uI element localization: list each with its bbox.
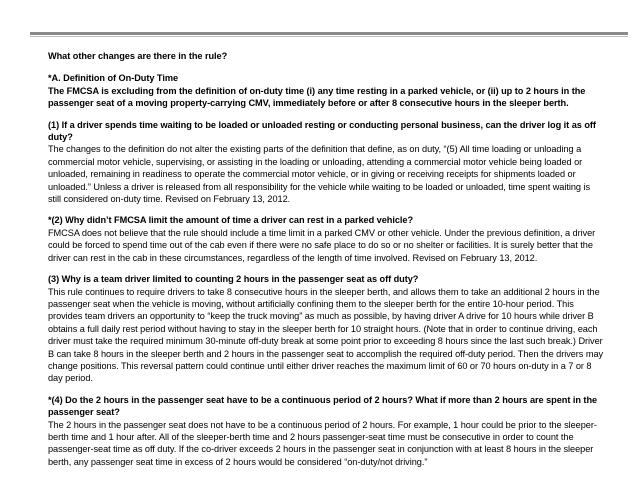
document-body (48, 50, 604, 477)
section-question: *(2) Why didn’t FMCSA limit the amount of time a driver can rest in a parked vehicle? (48, 215, 414, 226)
section-answer: The changes to the definition do not alter the existing parts of the definition that define, as on duty, “(5) All time loading or unloading a commercial motor vehicle, supervising, or assisting in the loading or unloading, attending a commercial motor vehicle being loaded or unloaded, remaining in readiness to operate the commercial motor vehicle, or in giving or receiving receipts for shipments loaded or unloaded.” Unless a driver is released from all responsibility for the vehicle while waiting to be loaded or unloaded, time spent waiting is still considered on-duty time. Revised on February 13, 2012. (48, 144, 590, 205)
section-answer-bold: The FMCSA is excluding from the definition of on-duty time (i) any time resting in a parked vehicle, or (ii) up to 2 hours in the passenger seat of a moving property-carrying CMV, immediately before or after 8 consecutive hours in the sleeper berth. (48, 85, 586, 109)
section-definition (48, 72, 604, 109)
section-q4 (48, 394, 604, 468)
section-question: (1) If a driver spends time waiting to be loaded or unloaded resting or conducting personal business, can the driver log it as off duty? (48, 119, 596, 143)
top-divider (30, 32, 628, 35)
page-title: What other changes are there in the rule? (48, 51, 228, 61)
section-question: *(4) Do the 2 hours in the passenger seat have to be a continuous period of 2 hours? What if more than 2 hours are spent in the passenger seat? (48, 394, 598, 418)
section-question: (3) Why is a team driver limited to counting 2 hours in the passenger seat as off duty? (48, 274, 419, 285)
section-answer: This rule continues to require drivers to take 8 consecutive hours in the sleeper berth, and allows them to take an additional 2 hours in the passenger seat when the vehicle is moving, without artificially confining them to the sleeper berth for the entire 10-hour period. This provides team drivers an opportunity to “keep the truck moving” as much as possible, by having driver A drive for 10 hours while driver B obtains a full daily rest period without having to stay in the sleeper berth for 10 straight hours. (Note that in order to continue driving, each driver must take the required minimum 30-minute off-duty break at some point prior to exceeding 8 hours since the last such break.) Driver B can take 8 hours in the sleeper berth and 2 hours in the passenger seat to accomplish the required off-duty period. Then the drivers may change positions. This reversal pattern could continue until either driver reaches the maximum limit of 60 or 70 hours on-duty in a 7 or 8 day period. (48, 286, 604, 384)
section-q1 (48, 119, 604, 206)
section-answer: The 2 hours in the passenger seat does not have to be a continuous period of 2 hours. For example, 1 hour could be prior to the sleeper-berth time and 1 hour after. All of the sleeper-berth time and 2 hours passenger-seat time must be consecutive in order to count the passenger-seat time as off duty. If the co-driver exceeds 2 hours in the passenger seat in conjunction with at least 8 hours in the sleeper berth, any passenger seat time in excess of 2 hours would be considered “on-duty/not driving.” (48, 419, 597, 467)
section-q2 (48, 214, 604, 264)
section-question: *A. Definition of On-Duty Time (48, 73, 179, 84)
section-q3 (48, 273, 604, 385)
section-answer: FMCSA does not believe that the rule should include a time limit in a parked CMV or other vehicle. Under the previous definition, a driver could be forced to spend time out of the cab even if there were no safe place to do so or no shelter or facilities. It is surely better that the driver can rest in the cab in these circumstances, regardless of the length of time involved. Revised on February 13, 2012. (48, 227, 596, 263)
